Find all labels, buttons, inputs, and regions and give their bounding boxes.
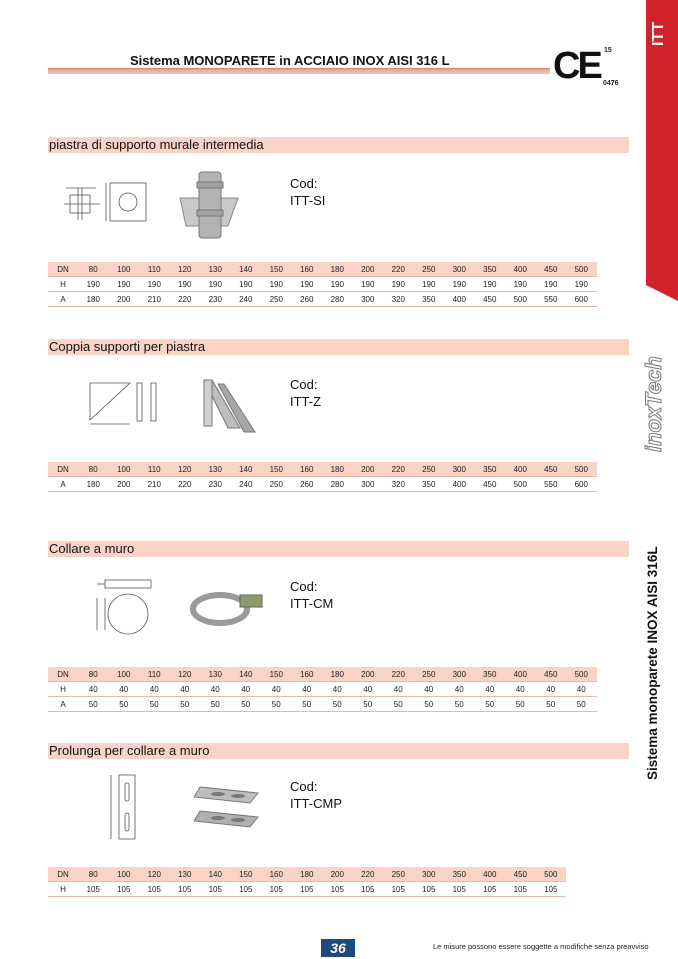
- dn-cell: 200: [322, 867, 353, 882]
- value-cell: 190: [261, 277, 292, 292]
- value-cell: 190: [414, 277, 445, 292]
- product-code-block: [290, 778, 342, 812]
- value-cell: 190: [170, 277, 201, 292]
- dn-cell: 450: [505, 867, 536, 882]
- dn-cell: 160: [261, 867, 292, 882]
- dn-cell: 100: [109, 667, 140, 682]
- dn-cell: 150: [231, 867, 262, 882]
- dn-cell: 350: [444, 867, 475, 882]
- table-header-row: [48, 667, 597, 682]
- row-label: H: [48, 277, 78, 292]
- value-cell: 190: [109, 277, 140, 292]
- value-cell: 280: [322, 292, 353, 307]
- value-cell: 180: [78, 292, 109, 307]
- dn-cell: 130: [200, 262, 231, 277]
- value-cell: 190: [200, 277, 231, 292]
- table-row: [48, 682, 597, 697]
- value-cell: 105: [536, 882, 567, 897]
- value-cell: 40: [322, 682, 353, 697]
- dn-cell: 450: [536, 462, 567, 477]
- support-plate-photo: [178, 170, 243, 245]
- dn-cell: 130: [200, 667, 231, 682]
- value-cell: 40: [536, 682, 567, 697]
- product-code: ITT-CM: [290, 596, 334, 611]
- value-cell: 320: [383, 292, 414, 307]
- dn-cell: 80: [78, 262, 109, 277]
- value-cell: 50: [170, 697, 201, 712]
- value-cell: 105: [505, 882, 536, 897]
- dn-cell: 220: [353, 867, 384, 882]
- dn-cell: 150: [261, 262, 292, 277]
- dn-cell: 140: [231, 262, 262, 277]
- value-cell: 200: [109, 477, 140, 492]
- dn-cell: 130: [170, 867, 201, 882]
- dn-cell: 160: [292, 667, 323, 682]
- value-cell: 50: [444, 697, 475, 712]
- value-cell: 105: [383, 882, 414, 897]
- value-cell: 50: [475, 697, 506, 712]
- itt-tag: ITT: [650, 22, 667, 46]
- dn-cell: 250: [414, 462, 445, 477]
- dn-cell: 500: [566, 262, 597, 277]
- row-label: H: [48, 682, 78, 697]
- collar-extension-photo: [192, 783, 262, 833]
- dn-cell: 120: [170, 462, 201, 477]
- value-cell: 105: [292, 882, 323, 897]
- dn-cell: 250: [414, 262, 445, 277]
- dn-cell: 350: [475, 462, 506, 477]
- value-cell: 50: [322, 697, 353, 712]
- value-cell: 320: [383, 477, 414, 492]
- dn-cell: 300: [414, 867, 445, 882]
- row-label: A: [48, 477, 78, 492]
- value-cell: 40: [109, 682, 140, 697]
- row-label: DN: [48, 262, 78, 277]
- page-title: Sistema MONOPARETE in ACCIAIO INOX AISI 316 L: [130, 53, 450, 68]
- dn-cell: 150: [261, 667, 292, 682]
- product-code-block: [290, 175, 325, 209]
- value-cell: 40: [261, 682, 292, 697]
- dn-cell: 200: [353, 262, 384, 277]
- value-cell: 40: [566, 682, 597, 697]
- table-row: [48, 277, 597, 292]
- row-label: DN: [48, 667, 78, 682]
- dn-cell: 220: [383, 667, 414, 682]
- row-label: A: [48, 697, 78, 712]
- value-cell: 220: [170, 477, 201, 492]
- value-cell: 105: [109, 882, 140, 897]
- value-cell: 40: [414, 682, 445, 697]
- value-cell: 230: [200, 477, 231, 492]
- row-label: H: [48, 882, 78, 897]
- bracket-pair-photo: [200, 376, 260, 438]
- value-cell: 105: [475, 882, 506, 897]
- dn-cell: 150: [261, 462, 292, 477]
- value-cell: 190: [139, 277, 170, 292]
- value-cell: 500: [505, 292, 536, 307]
- dn-cell: 200: [353, 462, 384, 477]
- value-cell: 500: [505, 477, 536, 492]
- dn-cell: 400: [475, 867, 506, 882]
- value-cell: 50: [109, 697, 140, 712]
- value-cell: 50: [139, 697, 170, 712]
- value-cell: 250: [261, 477, 292, 492]
- dn-cell: 180: [322, 667, 353, 682]
- value-cell: 550: [536, 477, 567, 492]
- value-cell: 260: [292, 292, 323, 307]
- support-plate-drawing: [60, 180, 155, 225]
- dn-cell: 300: [444, 262, 475, 277]
- value-cell: 40: [475, 682, 506, 697]
- product-code-block: [290, 376, 321, 410]
- row-label: DN: [48, 462, 78, 477]
- value-cell: 190: [505, 277, 536, 292]
- value-cell: 210: [139, 477, 170, 492]
- value-cell: 105: [444, 882, 475, 897]
- dn-cell: 120: [170, 667, 201, 682]
- dn-cell: 300: [444, 462, 475, 477]
- title-underline: [48, 68, 550, 74]
- footer-disclaimer: Le misure possono essere soggette a modifiche senza preavviso: [433, 942, 649, 951]
- dn-cell: 120: [139, 867, 170, 882]
- value-cell: 105: [170, 882, 201, 897]
- value-cell: 50: [292, 697, 323, 712]
- value-cell: 190: [322, 277, 353, 292]
- value-cell: 240: [231, 477, 262, 492]
- dn-cell: 400: [505, 462, 536, 477]
- value-cell: 300: [353, 292, 384, 307]
- value-cell: 260: [292, 477, 323, 492]
- dn-cell: 80: [78, 867, 109, 882]
- dn-cell: 100: [109, 262, 140, 277]
- dn-cell: 120: [170, 262, 201, 277]
- value-cell: 40: [353, 682, 384, 697]
- dn-cell: 100: [109, 462, 140, 477]
- dn-cell: 500: [566, 667, 597, 682]
- spec-table-4: [48, 867, 566, 897]
- value-cell: 50: [231, 697, 262, 712]
- row-label: A: [48, 292, 78, 307]
- value-cell: 190: [475, 277, 506, 292]
- value-cell: 240: [231, 292, 262, 307]
- collar-extension-drawing: [103, 773, 143, 843]
- table-header-row: [48, 867, 566, 882]
- value-cell: 50: [505, 697, 536, 712]
- section-title-1: piastra di supporto murale intermedia: [48, 137, 629, 153]
- dn-cell: 220: [383, 462, 414, 477]
- dn-cell: 140: [231, 667, 262, 682]
- value-cell: 190: [231, 277, 262, 292]
- table-header-row: [48, 462, 597, 477]
- value-cell: 190: [536, 277, 567, 292]
- dn-cell: 200: [353, 667, 384, 682]
- value-cell: 230: [200, 292, 231, 307]
- value-cell: 40: [383, 682, 414, 697]
- section-title-2: Coppia supporti per piastra: [48, 339, 629, 355]
- value-cell: 50: [353, 697, 384, 712]
- value-cell: 105: [231, 882, 262, 897]
- dn-cell: 400: [505, 667, 536, 682]
- ce-number-top: 15: [604, 47, 612, 54]
- value-cell: 190: [383, 277, 414, 292]
- dn-cell: 220: [383, 262, 414, 277]
- spec-table-2: [48, 462, 597, 492]
- dn-cell: 350: [475, 262, 506, 277]
- dn-cell: 400: [505, 262, 536, 277]
- dn-cell: 250: [414, 667, 445, 682]
- value-cell: 400: [444, 477, 475, 492]
- value-cell: 50: [200, 697, 231, 712]
- value-cell: 600: [566, 477, 597, 492]
- value-cell: 450: [475, 292, 506, 307]
- value-cell: 450: [475, 477, 506, 492]
- value-cell: 190: [78, 277, 109, 292]
- value-cell: 105: [139, 882, 170, 897]
- value-cell: 105: [353, 882, 384, 897]
- value-cell: 105: [78, 882, 109, 897]
- table-row: [48, 292, 597, 307]
- value-cell: 400: [444, 292, 475, 307]
- value-cell: 190: [292, 277, 323, 292]
- value-cell: 40: [505, 682, 536, 697]
- value-cell: 105: [200, 882, 231, 897]
- value-cell: 50: [78, 697, 109, 712]
- dn-cell: 80: [78, 462, 109, 477]
- dn-cell: 500: [536, 867, 567, 882]
- value-cell: 105: [261, 882, 292, 897]
- value-cell: 50: [566, 697, 597, 712]
- value-cell: 280: [322, 477, 353, 492]
- value-cell: 40: [231, 682, 262, 697]
- value-cell: 190: [353, 277, 384, 292]
- dn-cell: 110: [139, 462, 170, 477]
- page-number: 36: [321, 939, 355, 957]
- value-cell: 50: [383, 697, 414, 712]
- dn-cell: 180: [322, 462, 353, 477]
- value-cell: 600: [566, 292, 597, 307]
- dn-cell: 130: [200, 462, 231, 477]
- dn-cell: 450: [536, 667, 567, 682]
- dn-cell: 140: [200, 867, 231, 882]
- cod-label: Cod:: [290, 377, 318, 392]
- value-cell: 50: [536, 697, 567, 712]
- row-label: DN: [48, 867, 78, 882]
- dn-cell: 300: [444, 667, 475, 682]
- value-cell: 105: [322, 882, 353, 897]
- bracket-pair-drawing: [85, 378, 165, 428]
- dn-cell: 180: [322, 262, 353, 277]
- cod-label: Cod:: [290, 579, 318, 594]
- value-cell: 40: [444, 682, 475, 697]
- cod-label: Cod:: [290, 176, 318, 191]
- value-cell: 210: [139, 292, 170, 307]
- dn-cell: 80: [78, 667, 109, 682]
- table-header-row: [48, 262, 597, 277]
- table-row: [48, 882, 566, 897]
- dn-cell: 110: [139, 667, 170, 682]
- value-cell: 350: [414, 477, 445, 492]
- dn-cell: 140: [231, 462, 262, 477]
- dn-cell: 100: [109, 867, 140, 882]
- dn-cell: 180: [292, 867, 323, 882]
- product-code: ITT-SI: [290, 193, 326, 208]
- value-cell: 40: [139, 682, 170, 697]
- dn-cell: 160: [292, 462, 323, 477]
- value-cell: 50: [414, 697, 445, 712]
- value-cell: 50: [261, 697, 292, 712]
- table-row: [48, 697, 597, 712]
- brand-logo: inoxTech: [641, 356, 666, 452]
- table-row: [48, 477, 597, 492]
- value-cell: 190: [444, 277, 475, 292]
- value-cell: 250: [261, 292, 292, 307]
- product-code: ITT-CMP: [290, 796, 342, 811]
- value-cell: 40: [170, 682, 201, 697]
- section-title-3: Collare a muro: [48, 541, 629, 557]
- value-cell: 220: [170, 292, 201, 307]
- product-code: ITT-Z: [290, 394, 322, 409]
- value-cell: 350: [414, 292, 445, 307]
- value-cell: 40: [78, 682, 109, 697]
- product-code-block: [290, 578, 333, 612]
- value-cell: 300: [353, 477, 384, 492]
- ce-number-bottom: 0476: [603, 80, 619, 87]
- dn-cell: 160: [292, 262, 323, 277]
- dn-cell: 110: [139, 262, 170, 277]
- wall-collar-drawing: [93, 578, 163, 638]
- dn-cell: 500: [566, 462, 597, 477]
- ce-mark-logo: [553, 45, 623, 93]
- value-cell: 40: [292, 682, 323, 697]
- value-cell: 180: [78, 477, 109, 492]
- ce-mark: CE: [553, 45, 600, 87]
- spec-table-3: [48, 667, 597, 712]
- value-cell: 40: [200, 682, 231, 697]
- dn-cell: 350: [475, 667, 506, 682]
- value-cell: 200: [109, 292, 140, 307]
- value-cell: 190: [566, 277, 597, 292]
- spec-table-1: [48, 262, 597, 307]
- value-cell: 550: [536, 292, 567, 307]
- side-vertical-title: Sistema monoparete INOX AISI 316L: [645, 546, 660, 780]
- cod-label: Cod:: [290, 779, 318, 794]
- section-title-4: Prolunga per collare a muro: [48, 743, 629, 759]
- dn-cell: 250: [383, 867, 414, 882]
- wall-collar-photo: [190, 585, 265, 630]
- dn-cell: 450: [536, 262, 567, 277]
- value-cell: 105: [414, 882, 445, 897]
